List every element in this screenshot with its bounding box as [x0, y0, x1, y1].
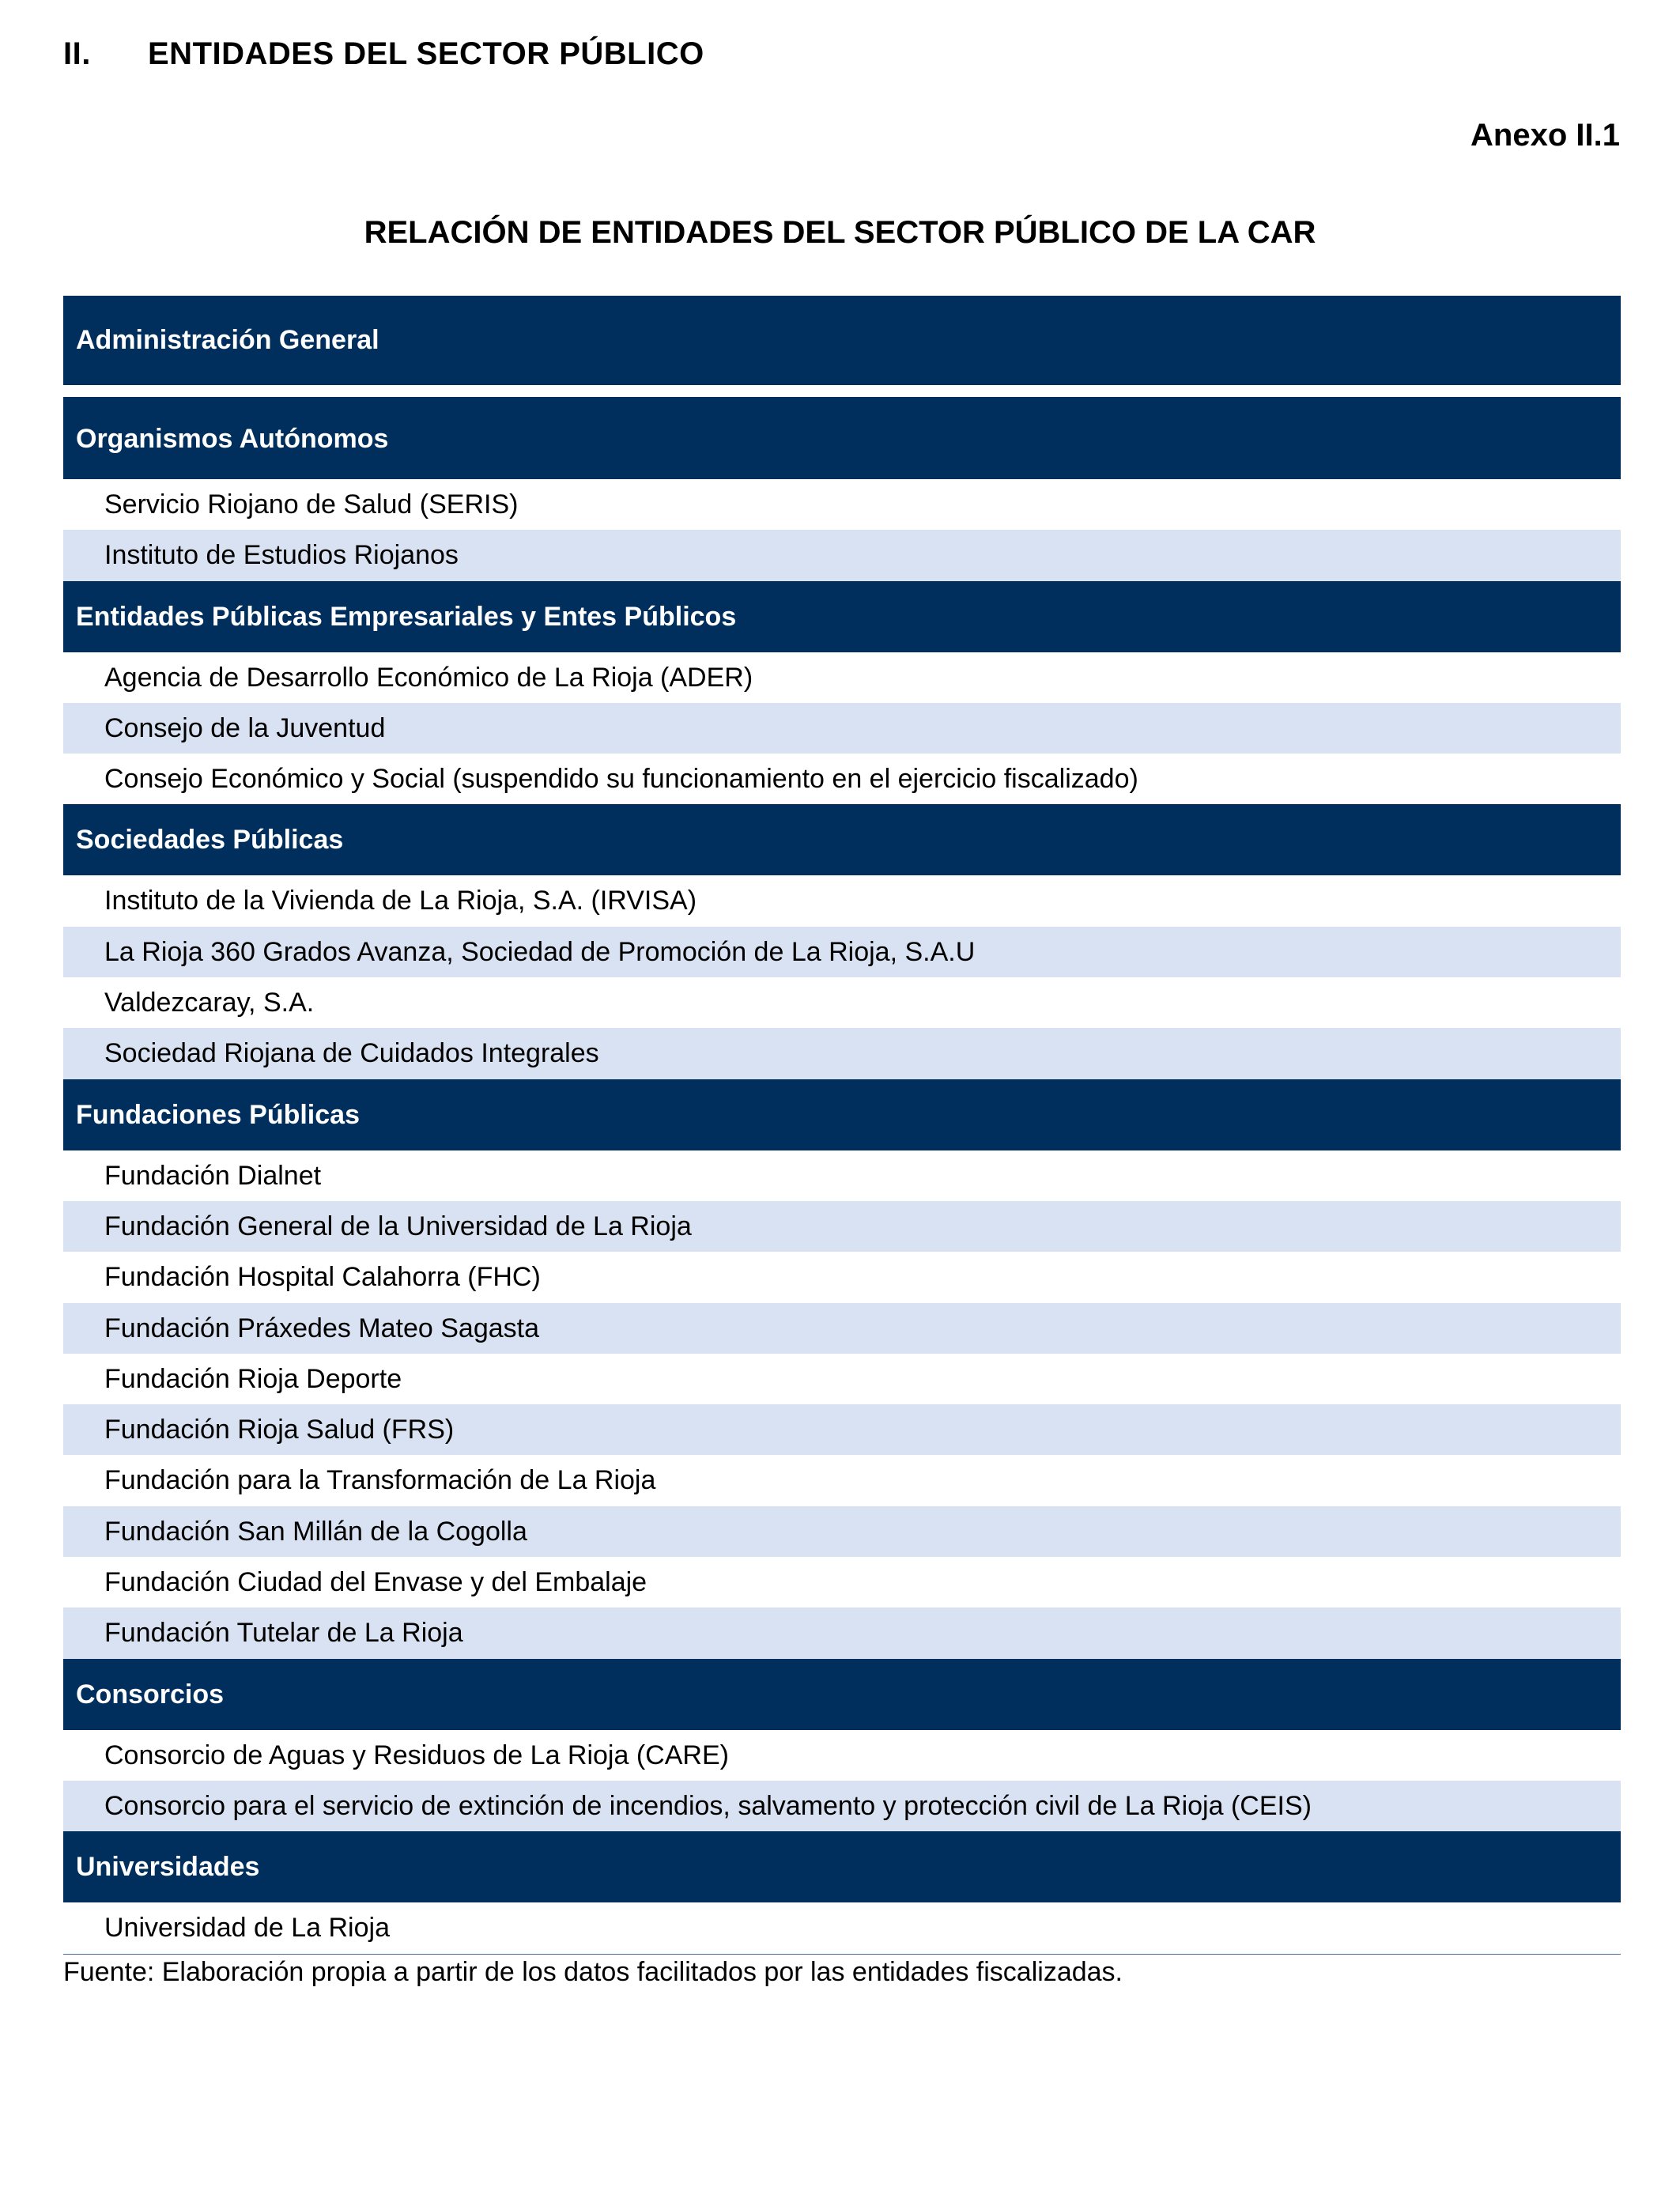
- table-row: La Rioja 360 Grados Avanza, Sociedad de Promoción de La Rioja, S.A.U: [63, 927, 1621, 977]
- category-header-fundaciones-publicas: Fundaciones Públicas: [63, 1079, 1621, 1150]
- table-row: Agencia de Desarrollo Económico de La Rioja (ADER): [104, 662, 753, 693]
- table-row: Fundación Rioja Deporte: [104, 1363, 402, 1394]
- annex-label: Anexo II.1: [1470, 118, 1620, 153]
- category-header-entidades-publicas-empresariales: Entidades Públicas Empresariales y Entes Públicos: [63, 581, 1621, 652]
- category-header-organismos-autonomos: Organismos Autónomos: [63, 397, 1621, 479]
- table-row: Consorcio de Aguas y Residuos de La Rioja (CARE): [104, 1740, 729, 1770]
- table-row: Fundación Rioja Salud (FRS): [63, 1404, 1621, 1455]
- category-header-sociedades-publicas: Sociedades Públicas: [63, 804, 1621, 875]
- source-note: Fuente: Elaboración propia a partir de los datos facilitados por las entidades fiscalizadas.: [63, 1956, 1123, 1987]
- table-row: Fundación San Millán de la Cogolla: [63, 1506, 1621, 1557]
- page-title: RELACIÓN DE ENTIDADES DEL SECTOR PÚBLICO DE LA CAR: [364, 215, 1316, 250]
- table-row: Fundación Tutelar de La Rioja: [63, 1608, 1621, 1658]
- table-row: Fundación Hospital Calahorra (FHC): [104, 1262, 541, 1293]
- table-row: Consorcio para el servicio de extinción de incendios, salvamento y protección civil de La Rioja (CEIS): [63, 1781, 1621, 1831]
- section-number: II.: [63, 36, 91, 71]
- category-header-consorcios: Consorcios: [63, 1659, 1621, 1730]
- table-row: Valdezcaray, S.A.: [104, 988, 315, 1018]
- entity-table: [63, 296, 1621, 1989]
- category-header-administracion-general: Administración General: [63, 296, 1621, 385]
- table-row: Servicio Riojano de Salud (SERIS): [104, 489, 519, 519]
- table-row: Sociedad Riojana de Cuidados Integrales: [63, 1028, 1621, 1079]
- table-row: Instituto de la Vivienda de La Rioja, S.A. (IRVISA): [104, 886, 697, 916]
- section-heading: [63, 36, 704, 72]
- table-row: Consejo Económico y Social (suspendido su funcionamiento en el ejercicio fiscalizado): [104, 764, 1138, 795]
- table-row: Consejo de la Juventud: [63, 703, 1621, 754]
- category-header-universidades: Universidades: [63, 1831, 1621, 1902]
- table-row: Fundación General de la Universidad de La Rioja: [63, 1201, 1621, 1252]
- table-row: Fundación Dialnet: [104, 1160, 322, 1191]
- table-row: Fundación Ciudad del Envase y del Embalaje: [104, 1567, 647, 1598]
- table-row: Fundación para la Transformación de La Rioja: [104, 1465, 656, 1496]
- table-row: Fundación Práxedes Mateo Sagasta: [63, 1303, 1621, 1354]
- table-row: Instituto de Estudios Riojanos: [63, 530, 1621, 580]
- section-title: ENTIDADES DEL SECTOR PÚBLICO: [148, 36, 704, 71]
- table-row: Universidad de La Rioja: [104, 1913, 390, 1944]
